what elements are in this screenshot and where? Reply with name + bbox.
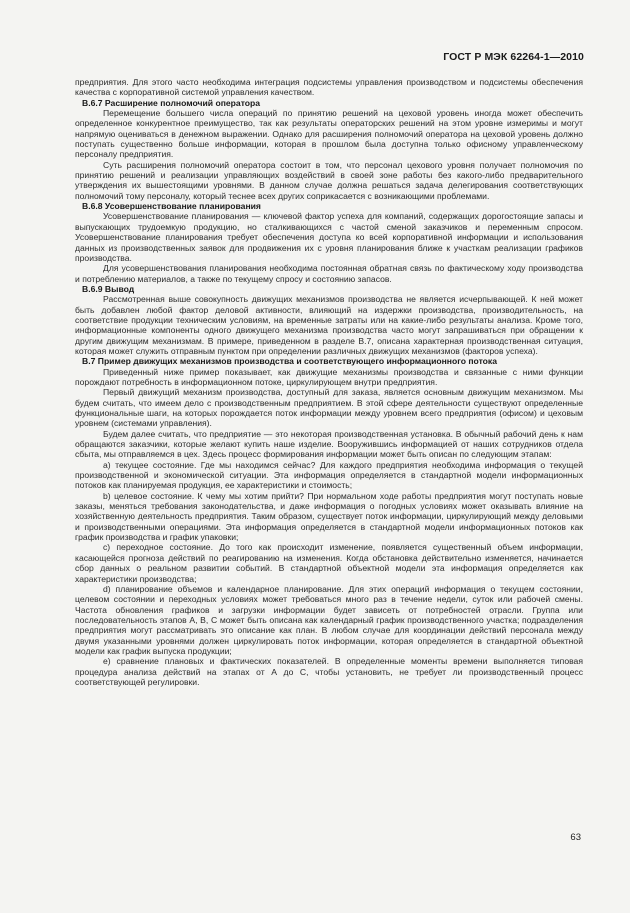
paragraph: e) сравнение плановых и фактических показателей. В определенные моменты времени выполняется типовая процедура анализа действий на этапах от А до С, чтобы установить, не требует ли производственный процесс соответствующей регулировки. — [75, 656, 583, 687]
paragraph: Перемещение большего числа операций по принятию решений на цеховой уровень иногда может обеспечить определенное конкурентное преимущество, так как результаты операторских решений на этом уровне измеримы и могут напрямую оцениваться в денежном выражении. Однако для расширения полномочий оператора на цеховой уровень должно поступать существенно больше информации, которая в прошлом была доступна только офисному управленческому персоналу предприятия. — [75, 108, 583, 160]
body-text — [75, 77, 583, 687]
paragraph: Будем далее считать, что предприятие — это некоторая производственная установка. В обычный рабочий день к нам обращаются заказчики, которые желают купить наше изделие. Вооружившись информацией от наших сотрудников отдела сбыта, мы отправляемся в цех. Здесь процесс формирования информации может быть описан по следующим этапам: — [75, 428, 583, 460]
paragraph: Рассмотренная выше совокупность движущих механизмов производства не является исчерпывающей. К ней может быть добавлен любой фактор деловой активности, влияющий на издержки производства, производительность, на соответствие продукции техническим условиям, на временные затраты или на какие-либо результаты анализа. Кроме того, информационные компоненты одного движущего механизма производства часто могут запрашиваться при обращении к другим движущим механизмам. В примере, приведенном в разделе В.7, описана характерная производственная ситуация, которая может служить отправным пунктом при определении различных движущих механизмов (факторов успеха). — [75, 294, 583, 356]
paragraph: a) текущее состояние. Где мы находимся сейчас? Для каждого предприятия необходима информация о текущей производственной и экономической ситуации. Эта информация определяется в стандартной модели информационных потоков как планируемая продукция, ее характеристики и стоимость; — [75, 459, 583, 491]
section-heading: B.6.7 Расширение полномочий оператора — [82, 97, 261, 108]
paragraph: Для усовершенствования планирования необходима постоянная обратная связь по фактическому ходу производства и потреблению материалов, а также по текущему спросу и состоянию запасов. — [75, 263, 583, 284]
paragraph: b) целевое состояние. К чему мы хотим прийти? При нормальном ходе работы предприятия могут поступать новые заказы, меняться требования законодательства, и даже информация о погодных условиях может оказывать влияние на хозяйственную деятельность предприятия. Таким образом, существует поток информации, циркулирующий между деловыми и производственными операциями. Эта информация определяется в стандартной модели информационных потоков как график производства и график упаковки; — [75, 490, 583, 543]
standard-designation: ГОСТ Р МЭК 62264-1—2010 — [443, 51, 584, 63]
paragraph: Суть расширения полномочий оператора состоит в том, что персонал цехового уровня получает полномочия по принятию решений и реализации управляющих воздействий в своей зоне работы без какого-либо предварительного утверждения их вышестоящими уровнями. В данном случае должна решаться задача делегирования соответствующих полномочий тому персоналу, который теснее всех других соприкасается с возникающими проблемами. — [75, 159, 583, 201]
paragraph-continuation: предприятия. Для этого часто необходима интеграция подсистемы управления производством и подсистемы обеспечения качества с корпоративной системой управления качеством. — [75, 77, 583, 98]
paragraph: Усовершенствование планирования — ключевой фактор успеха для компаний, содержащих дорогостоящие запасы и выпускающих трудоемкую продукцию, но сталкивающихся с частой сменой заказчиков и переменным спросом. Усовершенствование планирования требует обеспечения доступа ко всей корпоративной информации и использования данных из производственных заявок для продвижения их с уровня планирования ближе к участкам реализации графиков производства. — [75, 211, 583, 263]
section-heading: B.6.9 Вывод — [82, 283, 135, 294]
section-heading: B.7 Пример движущих механизмов производства и соответствующего информационного потока — [82, 356, 498, 367]
paragraph: Приведенный ниже пример показывает, как движущие механизмы производства и связанные с ними функции порождают потребность в информационном потоке, циркулирующем внутри предприятия. — [75, 366, 583, 387]
paragraph: d) планирование объемов и календарное планирование. Для этих операций информация о текущем состоянии, целевом состоянии и переходных условиях может требоваться много раз в течение недели, суток или рабочей смены. Частота обновления графиков и загрузки информации будет зависеть от потребностей отрасли. Группа или последовательность этапов А, В, С может быть описана как календарный график производственного участка; подразделения предприятия могут рассматривать это описание как план. В любом случае для координации действий персонала между двумя указанными уровнями должен циркулировать поток информации, которая определяется в стандартной объектной модели как график выпуска продукции; — [75, 583, 583, 656]
page-number: 63 — [570, 832, 581, 843]
section-heading: B.6.8 Усовершенствование планирования — [82, 201, 261, 212]
paragraph: Первый движущий механизм производства, доступный для заказа, является основным движущим механизмом. Мы будем считать, что имеем дело с производственным предприятием. В этой сфере деятельности существуют определенные функциональные шаги, на которых порождается поток информации между уровнем всего предприятия (офисом) и цеховым уровнем (системами управления). — [75, 387, 583, 429]
paragraph: c) переходное состояние. До того как происходит изменение, появляется существенный объем информации, касающейся прогноза действий по реагированию на изменения. Когда обстановка действительно изменяется, начинается сбор данных о реальном развитии событий. В стандартной объектной модели эта информация определяется как характеристики производства; — [75, 542, 583, 584]
